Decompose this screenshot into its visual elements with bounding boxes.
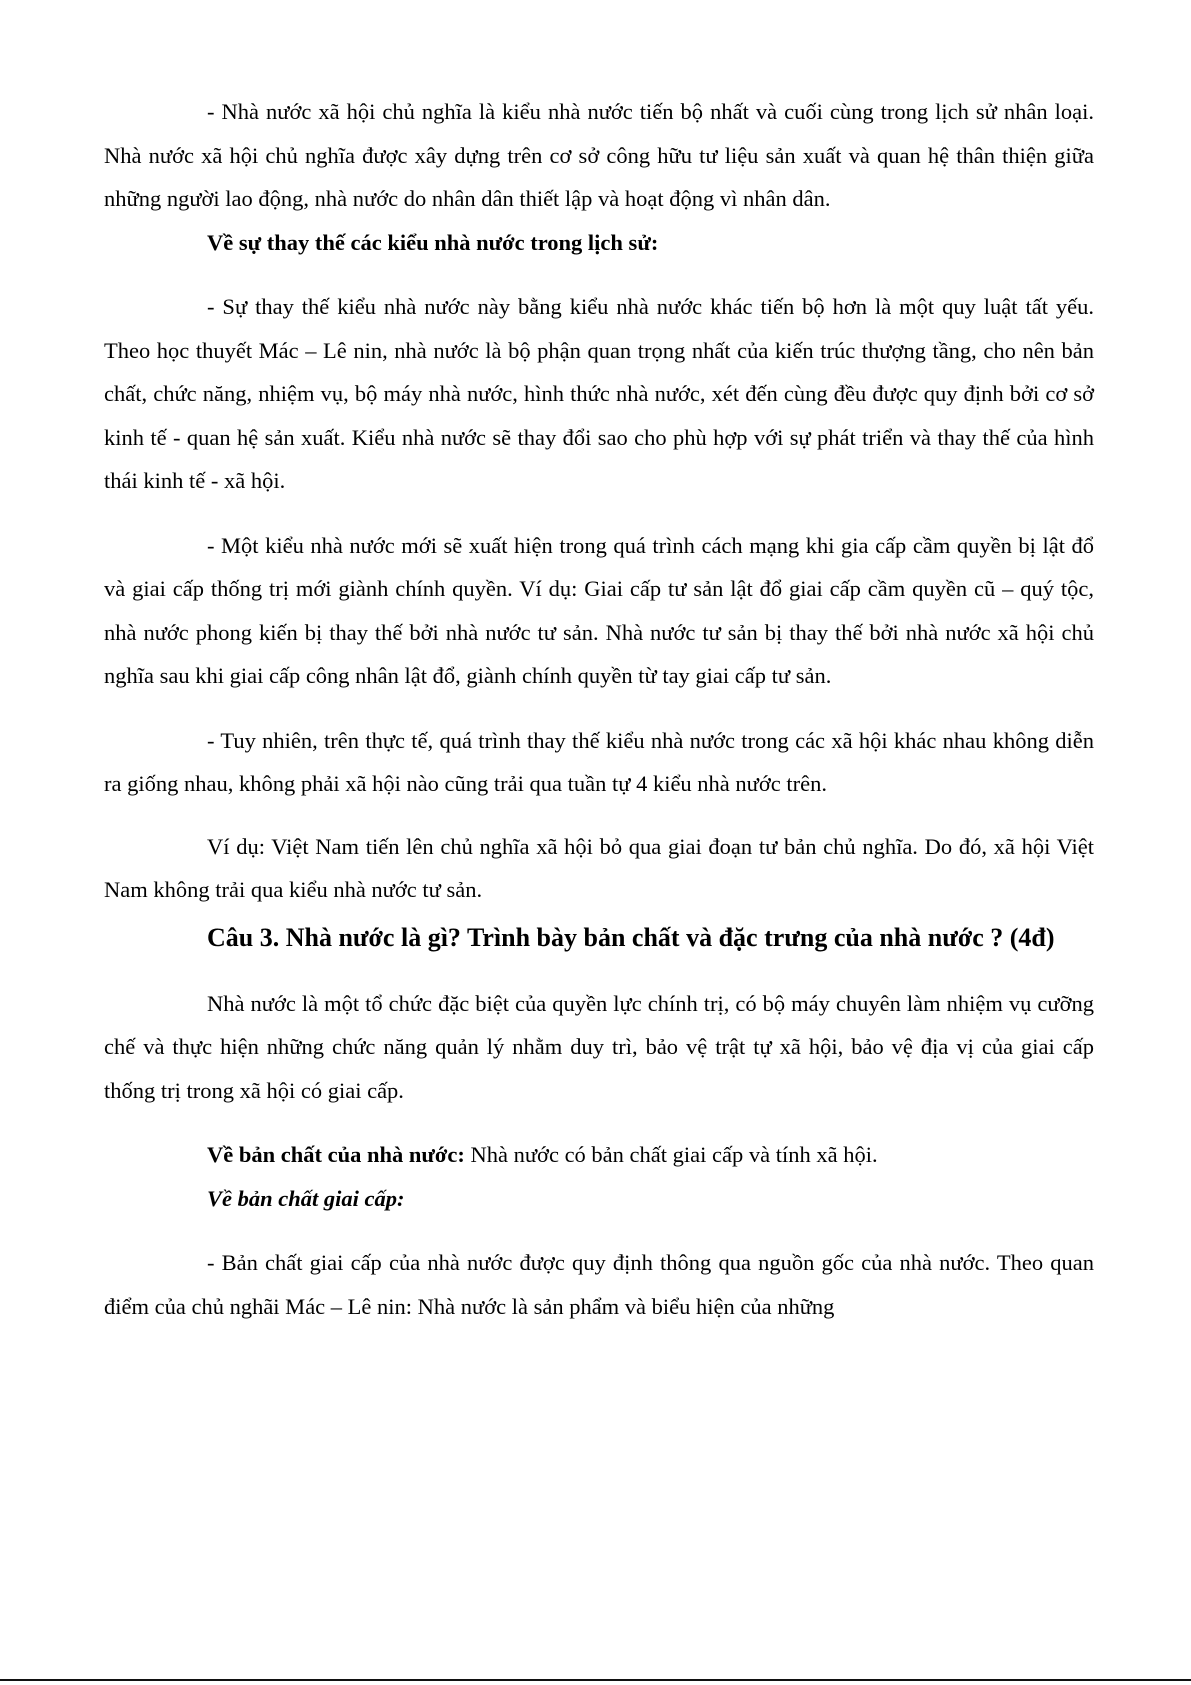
state-nature-lead: Về bản chất của nhà nước: <box>207 1142 465 1167</box>
paragraph-class-nature: - Bản chất giai cấp của nhà nước được quy định thông qua nguồn gốc của nhà nước. Theo quan điểm của chủ nghãi Mác – Lê nin: Nhà nước là sản phẩm và biểu hiện của những <box>104 1250 1094 1319</box>
paragraph-state-definition: Nhà nước là một tổ chức đặc biệt của quyền lực chính trị, có bộ máy chuyên làm nhiệm vụ cưỡng chế và thực hiện những chức năng quản lý nhằm duy trì, bảo vệ trật tự xã hội, bảo vệ địa vị của giai cấp thống trị trong xã hội có giai cấp. <box>104 990 1094 1103</box>
paragraph-replacement-law: - Sự thay thế kiểu nhà nước này bằng kiểu nhà nước khác tiến bộ hơn là một quy luật tất yếu. Theo học thuyết Mác – Lê nin, nhà nước là bộ phận quan trọng nhất của kiến trúc thượng tầng, cho nên bản chất, chức năng, nhiệm vụ, bộ máy nhà nước, hình thức nhà nước, xét đến cùng đều được quy định bởi cơ sở kinh tế - quan hệ sản xuất. Kiểu nhà nước sẽ thay đổi sao cho phù hợp với sự phát triển và thay thế của hình thái kinh tế - xã hội. <box>104 294 1094 493</box>
question-3-title: Câu 3. Nhà nước là gì? Trình bày bản chất và đặc trưng của nhà nước ? (4đ) <box>207 922 1055 952</box>
paragraph-however: - Tuy nhiên, trên thực tế, quá trình thay thế kiểu nhà nước trong các xã hội khác nhau không diễn ra giống nhau, không phải xã hội nào cũng trải qua tuần tự 4 kiểu nhà nước trên. <box>104 727 1094 796</box>
page-bottom-divider <box>0 1679 1191 1681</box>
paragraph-state-nature <box>104 1133 1094 1177</box>
heading-state-type-replacement: Về sự thay thế các kiểu nhà nước trong lịch sử: <box>207 229 659 255</box>
document-page <box>104 90 1094 1328</box>
heading-class-nature: Về bản chất giai cấp: <box>207 1185 405 1211</box>
paragraph-socialist-state: - Nhà nước xã hội chủ nghĩa là kiểu nhà nước tiến bộ nhất và cuối cùng trong lịch sử nhân loại. Nhà nước xã hội chủ nghĩa được xây dựng trên cơ sở công hữu tư liệu sản xuất và quan hệ thân thiện giữa những người lao động, nhà nước do nhân dân thiết lập và hoạt động vì nhân dân. <box>104 99 1094 211</box>
paragraph-vietnam-example: Ví dụ: Việt Nam tiến lên chủ nghĩa xã hội bỏ qua giai đoạn tư bản chủ nghĩa. Do đó, xã hội Việt Nam không trải qua kiểu nhà nước tư sản. <box>104 833 1094 902</box>
paragraph-revolution-example: - Một kiểu nhà nước mới sẽ xuất hiện trong quá trình cách mạng khi gia cấp cầm quyền bị lật đổ và giai cấp thống trị mới giành chính quyền. Ví dụ: Giai cấp tư sản lật đổ giai cấp cầm quyền cũ – quý tộc, nhà nước phong kiến bị thay thế bởi nhà nước tư sản. Nhà nước tư sản bị thay thế bởi nhà nước xã hội chủ nghĩa sau khi giai cấp công nhân lật đổ, giành chính quyền từ tay giai cấp tư sản. <box>104 532 1094 688</box>
state-nature-text: Nhà nước có bản chất giai cấp và tính xã hội. <box>464 1142 878 1167</box>
